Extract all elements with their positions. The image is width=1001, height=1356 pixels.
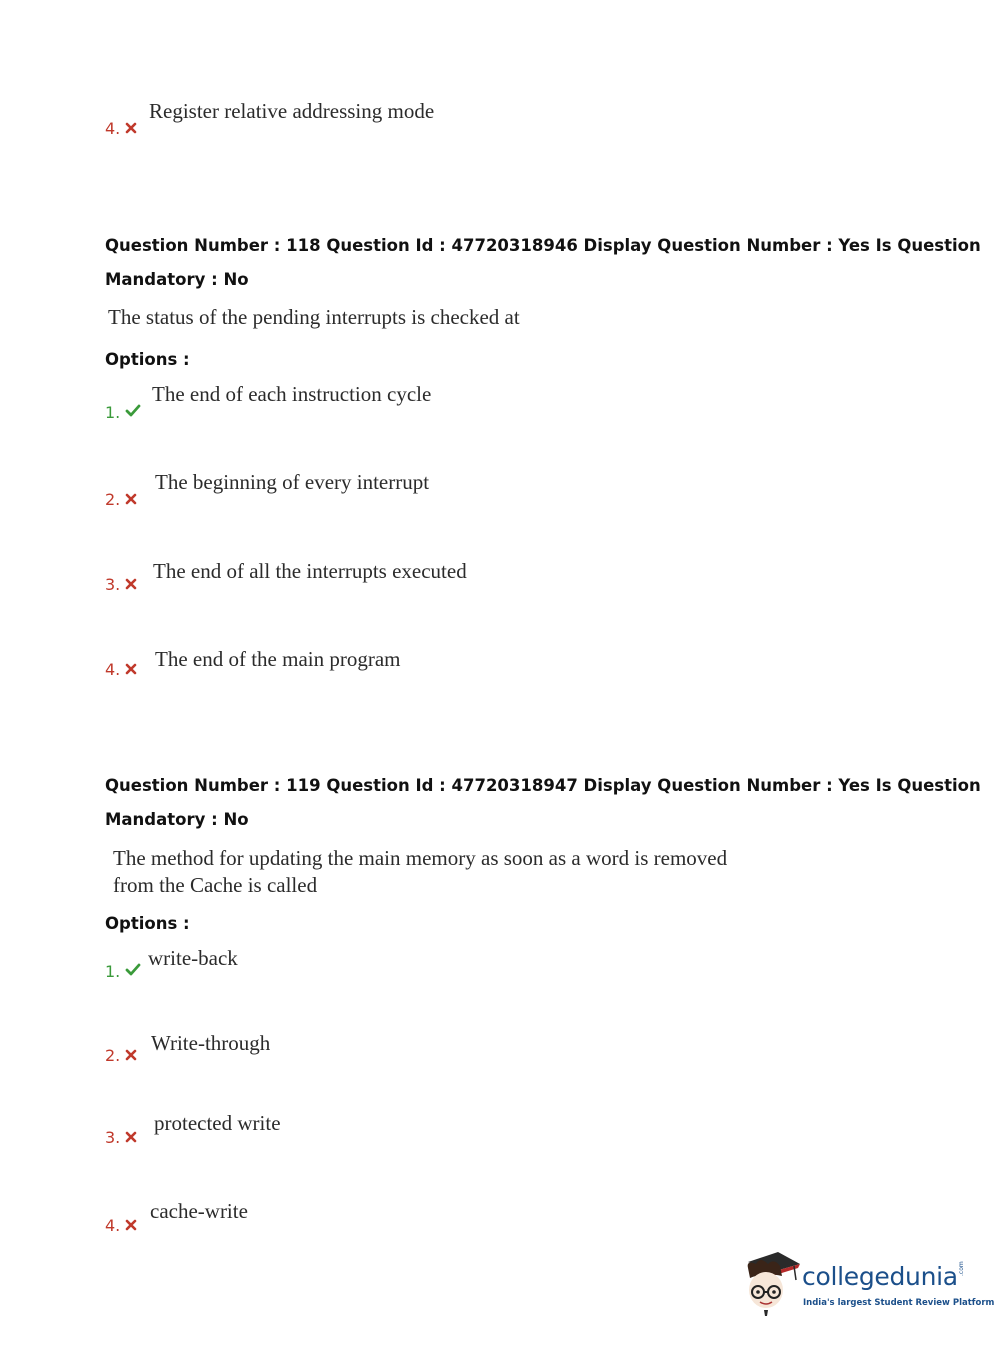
question-header (105, 229, 981, 297)
option-number: 1. (105, 403, 121, 422)
wrong-mark-icon (125, 663, 137, 675)
option-number: 4. (105, 119, 121, 138)
question-text: The status of the pending interrupts is checked at (108, 305, 520, 329)
option-number: 3. (105, 575, 121, 594)
option-number: 2. (105, 1046, 121, 1065)
wrong-mark-icon (125, 122, 137, 134)
options-label: Options : (105, 350, 190, 369)
logo-tagline: India's largest Student Review Platform (803, 1298, 995, 1308)
options-label: Options : (105, 914, 190, 933)
question-header-line2: Mandatory : No (105, 810, 249, 829)
wrong-mark-icon (125, 1049, 137, 1061)
question-header (105, 769, 981, 837)
option-text: protected write (154, 1111, 281, 1135)
option-text: The end of all the interrupts executed (153, 559, 467, 583)
question-text-line1: The method for updating the main memory as soon as a word is removed (113, 846, 728, 870)
option-text: Register relative addressing mode (149, 99, 435, 123)
mascot-icon (742, 1250, 802, 1316)
logo-wordmark: collegedunia (802, 1262, 958, 1291)
question-header-line2: Mandatory : No (105, 270, 249, 289)
correct-check-icon (125, 963, 141, 977)
wrong-mark-icon (125, 578, 137, 590)
question-text-line2: from the Cache is called (113, 873, 318, 897)
option-number: 4. (105, 1216, 121, 1235)
question-text (113, 845, 727, 899)
option-number: 3. (105, 1128, 121, 1147)
question-header-line1: Question Number : 118 Question Id : 47720318946 Display Question Number : Yes Is Question (105, 236, 981, 255)
wrong-mark-icon (125, 1131, 137, 1143)
question-header-line1: Question Number : 119 Question Id : 47720318947 Display Question Number : Yes Is Question (105, 776, 981, 795)
option-number: 1. (105, 962, 121, 981)
option-text: Write-through (151, 1031, 271, 1055)
collegedunia-logo[interactable] (742, 1248, 995, 1320)
wrong-mark-icon (125, 493, 137, 505)
logo-suffix: .com (958, 1261, 965, 1276)
option-text: cache-write (150, 1199, 248, 1223)
option-text: The end of the main program (155, 647, 401, 671)
correct-check-icon (125, 404, 141, 418)
option-text: The beginning of every interrupt (155, 470, 430, 494)
wrong-mark-icon (125, 1219, 137, 1231)
option-number: 4. (105, 660, 121, 679)
option-text: write-back (148, 946, 238, 970)
option-number: 2. (105, 490, 121, 509)
option-text: The end of each instruction cycle (152, 382, 432, 406)
